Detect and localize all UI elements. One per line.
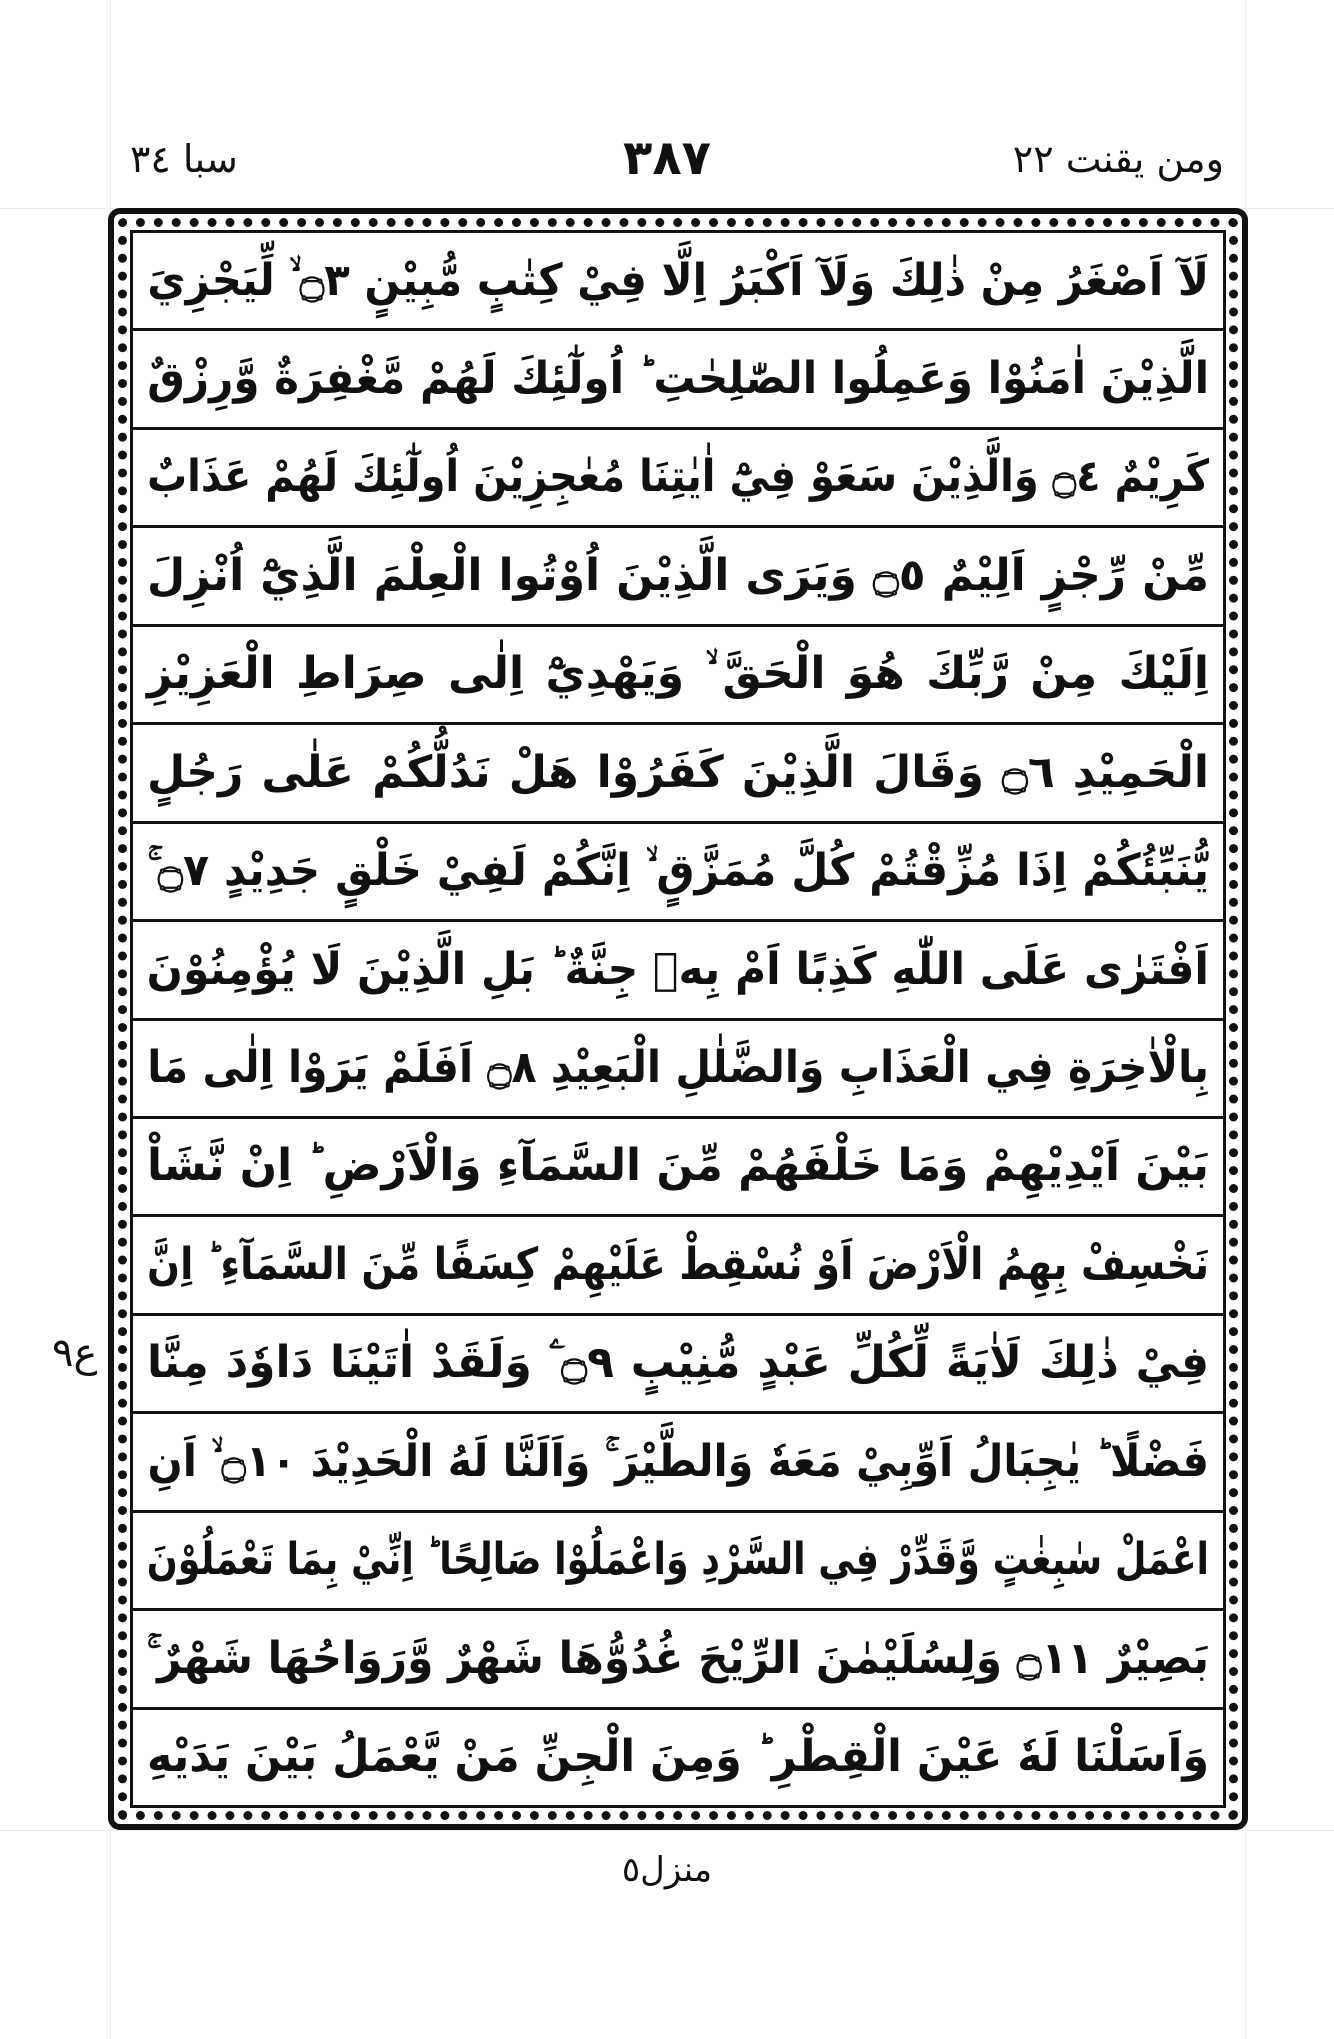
verse-line: لَآ اَصْغَرُ مِنْ ذٰلِكَ وَلَآ اَكْبَرُ اِلَّا فِيْ كِتٰبٍ مُّبِيْنٍ ۝٣ ۙ لِّيَجْزِيَ: [147, 254, 1209, 306]
verse-line: وَاَسَلْنَا لَهٗ عَيْنَ الْقِطْرِ ؕ وَمِنَ الْجِنِّ مَنْ يَّعْمَلُ بَيْنَ يَدَيْهِ: [147, 1731, 1210, 1783]
decorative-border: [118, 218, 1238, 1820]
text-line: [133, 1513, 1223, 1611]
verse-line: بَيْنَ اَيْدِيْهِمْ وَمَا خَلْفَهُمْ مِّنَ السَّمَآءِ وَالْاَرْضِ ؕ اِنْ نَّشَاْ: [147, 1140, 1209, 1192]
text-line: [133, 1414, 1223, 1512]
text-line: [133, 1710, 1223, 1805]
verse-line: يُّنَبِّئُكُمْ اِذَا مُزِّقْتُمْ كُلَّ مُمَزَّقٍ ۙ اِنَّكُمْ لَفِيْ خَلْقٍ جَدِيْدٍ ۝٧ ۚ: [147, 845, 1209, 897]
verse-line: مِّنْ رِّجْزٍ اَلِيْمٌ ۝٥ وَيَرَى الَّذِيْنَ اُوْتُوا الْعِلْمَ الَّذِيْٓ اُنْزِلَ: [147, 549, 1209, 601]
verse-line: بِالْاٰخِرَةِ فِي الْعَذَابِ وَالضَّلٰلِ الْبَعِيْدِ ۝٨ اَفَلَمْ يَرَوْا اِلٰى مَا: [147, 1042, 1209, 1094]
text-line: [133, 1611, 1223, 1709]
text-line: [133, 1119, 1223, 1217]
verse-line: اِلَيْكَ مِنْ رَّبِّكَ هُوَ الْحَقَّ ۙ وَيَهْدِيْٓ اِلٰى صِرَاطِ الْعَزِيْزِ: [147, 648, 1209, 700]
verse-line: اعْمَلْ سٰبِغٰتٍ وَّقَدِّرْ فِي السَّرْدِ وَاعْمَلُوْا صَالِحًا ؕ اِنِّيْ بِمَا تَعْمَلُوْنَ: [146, 1534, 1210, 1586]
verse-line: الَّذِيْنَ اٰمَنُوْا وَعَمِلُوا الصّٰلِحٰتِ ؕ اُولٰٓئِكَ لَهُمْ مَّغْفِرَةٌ وَّرِزْقٌ: [147, 352, 1210, 404]
ruku-marker: ع٩: [52, 1330, 98, 1376]
verse-line: فَضْلًا ؕ يٰجِبَالُ اَوِّبِيْ مَعَهٗ وَالطَّيْرَ ۚ وَاَلَنَّا لَهُ الْحَدِيْدَ ۝١٠ ۙ اَنِ: [147, 1435, 1210, 1487]
page-frame: [108, 208, 1248, 1830]
page-guide-line: [0, 1830, 1334, 1831]
verse-line: الْحَمِيْدِ ۝٦ وَقَالَ الَّذِيْنَ كَفَرُوْا هَلْ نَدُلُّكُمْ عَلٰى رَجُلٍ: [147, 746, 1209, 798]
text-line: [133, 922, 1223, 1020]
surah-label: سبا ٣٤: [130, 137, 238, 181]
text-line: [133, 430, 1223, 528]
text-line: [133, 1217, 1223, 1315]
text-line: [133, 1021, 1223, 1119]
verse-line: نَخْسِفْ بِهِمُ الْاَرْضَ اَوْ نُسْقِطْ عَلَيْهِمْ كِسَفًا مِّنَ السَّمَآءِ ؕ اِنَّ: [147, 1238, 1209, 1290]
page-number: ٣٨٧: [623, 130, 711, 186]
text-block: [130, 230, 1226, 1808]
manzil-label: منزل٥: [621, 1850, 713, 1890]
text-line: [133, 725, 1223, 823]
text-line: [133, 331, 1223, 429]
verse-line: كَرِيْمٌ ۝٤ وَالَّذِيْنَ سَعَوْ فِيْٓ اٰيٰتِنَا مُعٰجِزِيْنَ اُولٰٓئِكَ لَهُمْ عَذَابٌ: [146, 451, 1209, 503]
juz-label: ومن يقنت ٢٢: [1012, 137, 1224, 181]
verse-line: اَفْتَرٰى عَلَى اللّٰهِ كَذِبًا اَمْ بِهٖ جِنَّةٌ ؕ بَلِ الَّذِيْنَ لَا يُؤْمِنُوْنَ: [146, 943, 1209, 995]
verse-line: بَصِيْرٌ ۝١١ وَلِسُلَيْمٰنَ الرِّيْحَ غُدُوُّهَا شَهْرٌ وَّرَوَاحُهَا شَهْرٌ ۚ: [146, 1632, 1209, 1684]
text-line: [133, 627, 1223, 725]
text-line: [133, 233, 1223, 331]
verse-line: فِيْ ذٰلِكَ لَاٰيَةً لِّكُلِّ عَبْدٍ مُّنِيْبٍ ۝٩ ۧ وَلَقَدْ اٰتَيْنَا دَاوٗدَ مِنَّا: [147, 1337, 1210, 1389]
text-line: [133, 1316, 1223, 1414]
text-line: [133, 824, 1223, 922]
text-line: [133, 528, 1223, 626]
